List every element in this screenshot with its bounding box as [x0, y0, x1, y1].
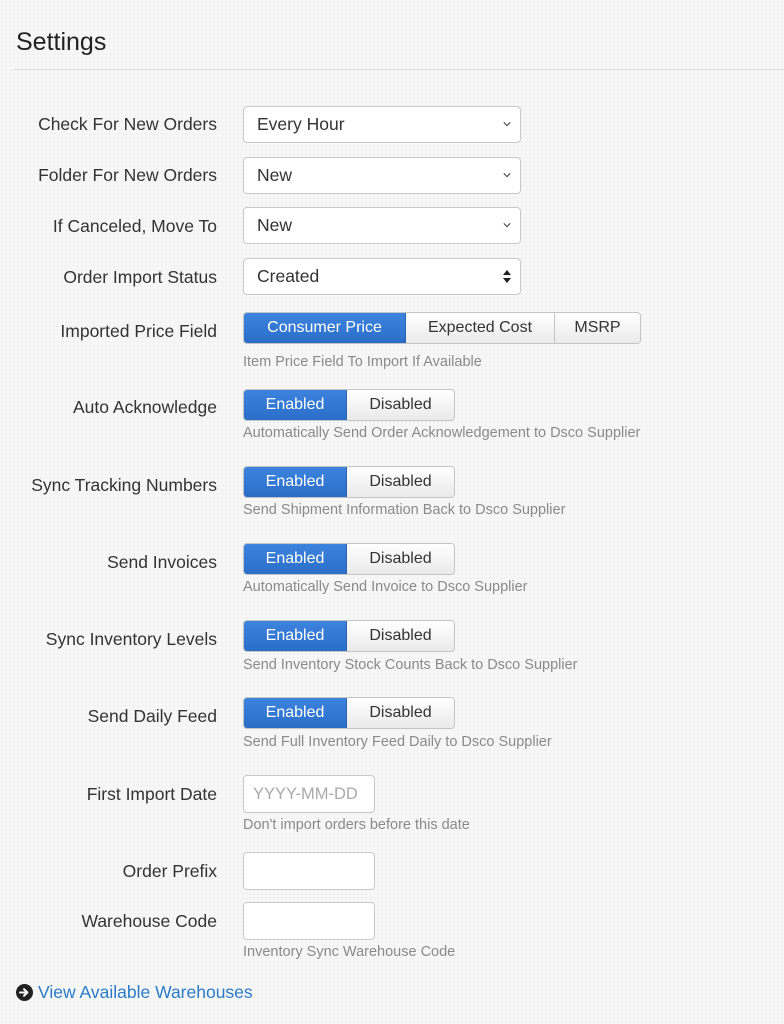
enabled-button[interactable]: Enabled [244, 544, 347, 574]
expected-cost-button[interactable]: Expected Cost [406, 313, 555, 343]
import-status-select[interactable] [243, 258, 521, 295]
sync-inventory-help: Send Inventory Stock Counts Back to Dsco Supplier [243, 657, 578, 673]
sync-tracking-toggle [243, 466, 455, 498]
warehouse-code-input[interactable] [253, 912, 374, 931]
consumer-price-button[interactable]: Consumer Price [244, 313, 406, 343]
arrow-circle-right-icon [16, 984, 33, 1001]
price-field-help: Item Price Field To Import If Available [243, 354, 482, 370]
first-import-date-input[interactable] [253, 785, 374, 804]
warehouse-code-field[interactable] [243, 902, 375, 940]
if-canceled-select[interactable] [243, 207, 521, 244]
disabled-button[interactable]: Disabled [347, 467, 454, 497]
enabled-button[interactable]: Enabled [244, 390, 347, 420]
order-prefix-input[interactable] [253, 862, 374, 881]
daily-feed-help: Send Full Inventory Feed Daily to Dsco Supplier [243, 734, 552, 750]
msrp-button[interactable]: MSRP [555, 313, 640, 343]
first-import-date-label: First Import Date [86, 784, 217, 804]
price-field-label: Imported Price Field [60, 321, 217, 341]
send-invoices-label: Send Invoices [107, 552, 217, 572]
check-new-orders-label: Check For New Orders [38, 114, 217, 134]
disabled-button[interactable]: Disabled [347, 544, 454, 574]
auto-ack-label: Auto Acknowledge [73, 397, 217, 417]
disabled-button[interactable]: Disabled [347, 390, 454, 420]
chevron-down-icon [503, 221, 511, 229]
import-status-label: Order Import Status [63, 267, 217, 287]
daily-feed-label: Send Daily Feed [87, 706, 217, 726]
enabled-button[interactable]: Enabled [244, 698, 347, 728]
select-value: Created [257, 266, 320, 286]
chevron-down-icon [503, 171, 511, 179]
select-value: New [257, 165, 293, 185]
page-title: Settings [16, 28, 107, 56]
first-import-date-field[interactable] [243, 775, 375, 813]
check-new-orders-select[interactable] [243, 106, 521, 143]
order-prefix-field[interactable] [243, 852, 375, 890]
sync-inventory-toggle [243, 620, 455, 652]
send-invoices-help: Automatically Send Invoice to Dsco Supplier [243, 579, 528, 595]
auto-ack-toggle [243, 389, 455, 421]
first-import-date-help: Don't import orders before this date [243, 817, 470, 833]
send-invoices-toggle [243, 543, 455, 575]
sync-inventory-label: Sync Inventory Levels [45, 629, 217, 649]
title-divider [14, 69, 784, 70]
chevron-down-icon [503, 120, 511, 128]
warehouse-code-label: Warehouse Code [81, 911, 217, 931]
auto-ack-help: Automatically Send Order Acknowledgement to Dsco Supplier [243, 425, 641, 441]
view-warehouses-link[interactable] [16, 982, 253, 1003]
sort-updown-icon [502, 269, 512, 284]
select-value: Every Hour [257, 114, 345, 134]
daily-feed-toggle [243, 697, 455, 729]
folder-new-orders-select[interactable] [243, 157, 521, 194]
price-field-toggle [243, 312, 641, 344]
sync-tracking-label: Sync Tracking Numbers [31, 475, 217, 495]
disabled-button[interactable]: Disabled [347, 621, 454, 651]
disabled-button[interactable]: Disabled [347, 698, 454, 728]
warehouse-code-help: Inventory Sync Warehouse Code [243, 944, 456, 960]
if-canceled-label: If Canceled, Move To [52, 216, 217, 236]
enabled-button[interactable]: Enabled [244, 467, 347, 497]
folder-new-orders-label: Folder For New Orders [38, 165, 217, 185]
select-value: New [257, 215, 293, 235]
order-prefix-label: Order Prefix [122, 861, 217, 881]
view-warehouses-label: View Available Warehouses [38, 982, 253, 1002]
enabled-button[interactable]: Enabled [244, 621, 347, 651]
sync-tracking-help: Send Shipment Information Back to Dsco Supplier [243, 502, 566, 518]
